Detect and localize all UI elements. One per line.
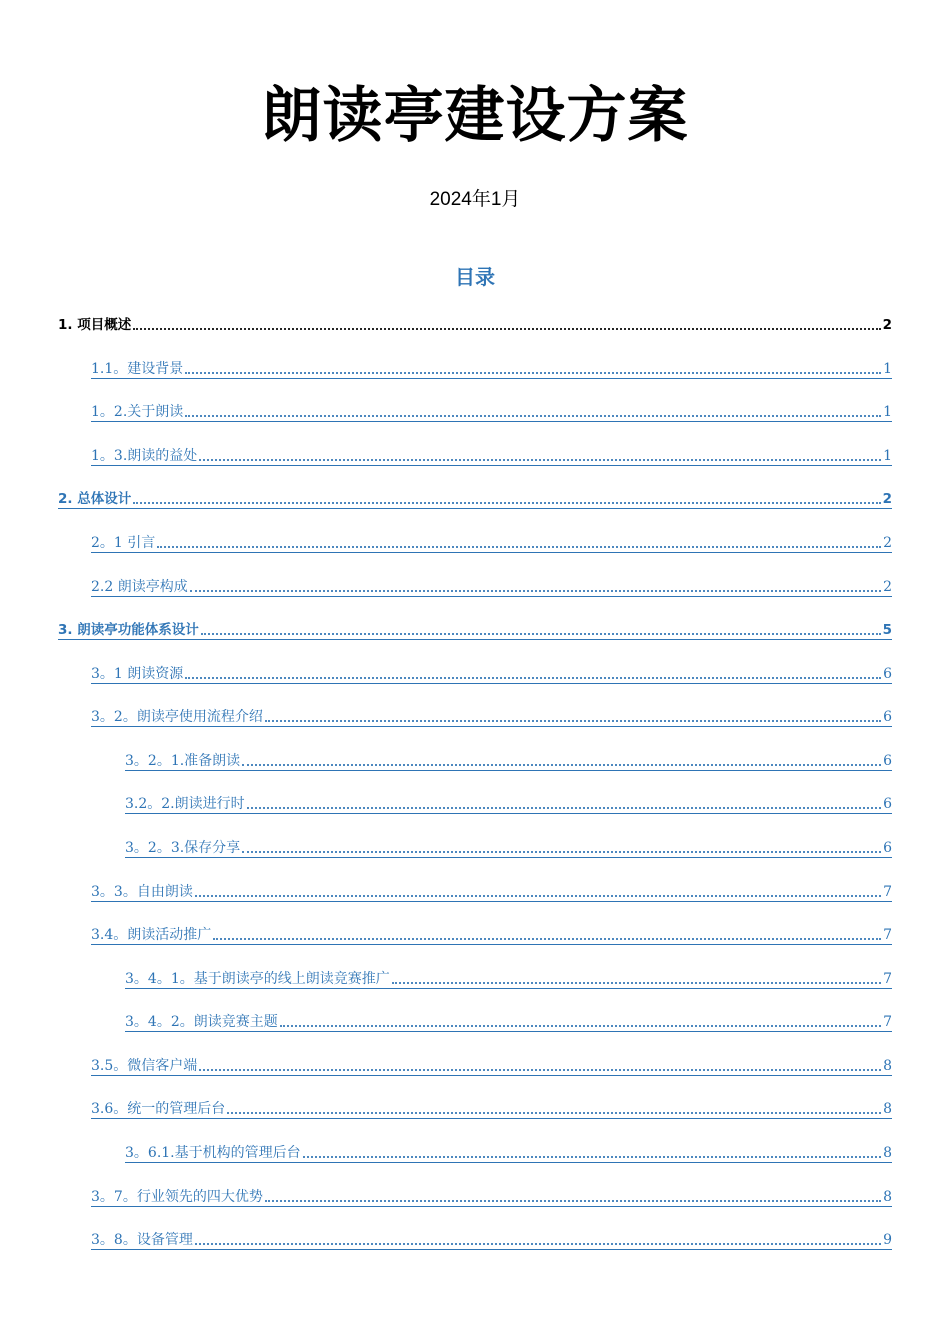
toc-entry-label: 3.5。微信客户端 — [91, 1058, 198, 1074]
toc-leader-dots — [195, 895, 881, 897]
toc-leader-dots — [247, 807, 881, 809]
toc-leader-dots — [201, 633, 881, 635]
toc-page-number: 7 — [883, 971, 892, 987]
toc-entry-3-6[interactable] — [91, 1096, 892, 1119]
toc-leader-dots — [190, 590, 881, 592]
toc-entry-3-1[interactable] — [91, 661, 892, 684]
toc-entry-label: 3.6。统一的管理后台 — [91, 1101, 226, 1117]
toc-page-number: 6 — [883, 796, 892, 812]
toc-page-number: 6 — [883, 753, 892, 769]
toc-page-number: 6 — [883, 709, 892, 725]
toc-page-number: 2 — [883, 579, 892, 595]
toc-leader-dots — [199, 459, 881, 461]
document-date: 2024年1月 — [429, 189, 521, 210]
toc-entry-2-2[interactable] — [91, 574, 892, 597]
toc-entry-label: 1. 项目概述 — [58, 317, 132, 333]
toc-entry-label: 3。2。3.保存分享 — [125, 840, 241, 856]
toc-entry-1[interactable] — [58, 312, 892, 334]
toc-entry-3-6-1[interactable] — [125, 1140, 892, 1163]
document-title: 朗读亭建设方案 — [261, 81, 689, 151]
toc-leader-dots — [392, 982, 881, 984]
toc-entry-2[interactable] — [58, 486, 892, 509]
toc-page-number: 8 — [883, 1145, 892, 1161]
toc-entry-1-1[interactable] — [91, 356, 892, 379]
toc-entry-label: 3。2。1.准备朗读 — [125, 753, 241, 769]
toc-entry-label: 3。7。行业领先的四大优势 — [91, 1189, 263, 1205]
toc-page-number: 6 — [883, 840, 892, 856]
toc-entry-3-4-2[interactable] — [125, 1009, 892, 1032]
toc-leader-dots — [303, 1156, 881, 1158]
toc-leader-dots — [265, 1200, 881, 1202]
toc-entry-label: 3。2。朗读亭使用流程介绍 — [91, 709, 263, 725]
toc-entry-3-2[interactable] — [91, 704, 892, 727]
toc-leader-dots — [133, 502, 880, 504]
toc-page-number: 8 — [883, 1189, 892, 1205]
toc-page-number: 7 — [883, 927, 892, 943]
toc-entry-label: 1。3.朗读的益处 — [91, 448, 198, 464]
toc-page-number: 7 — [883, 884, 892, 900]
toc-leader-dots — [157, 546, 881, 548]
toc-entry-3-5[interactable] — [91, 1053, 892, 1076]
toc-page-number: 9 — [883, 1232, 892, 1248]
toc-entry-label: 3。3。自由朗读 — [91, 884, 193, 900]
toc-leader-dots — [280, 1025, 881, 1027]
toc-entry-label: 3。4。2。朗读竞赛主题 — [125, 1014, 278, 1030]
toc-page-number: 1 — [883, 448, 892, 464]
toc-entry-label: 2。1 引言 — [91, 535, 156, 551]
toc-leader-dots — [185, 415, 881, 417]
toc-entry-3[interactable] — [58, 617, 892, 640]
toc-entry-label: 2. 总体设计 — [58, 491, 132, 507]
toc-heading: 目录 — [455, 265, 495, 289]
toc-leader-dots — [185, 677, 881, 679]
toc-entry-label: 3。8。设备管理 — [91, 1232, 193, 1248]
toc-leader-dots — [195, 1243, 881, 1245]
toc-entry-3-3[interactable] — [91, 879, 892, 902]
toc-entry-3-8[interactable] — [91, 1227, 892, 1250]
toc-entry-2-1[interactable] — [91, 530, 892, 553]
toc-page-number: 5 — [882, 622, 892, 638]
toc-leader-dots — [199, 1069, 881, 1071]
toc-leader-dots — [242, 851, 881, 853]
toc-leader-dots — [242, 764, 881, 766]
toc-page-number: 8 — [883, 1058, 892, 1074]
toc-entry-label: 3. 朗读亭功能体系设计 — [58, 622, 199, 638]
toc-entry-label: 3.4。朗读活动推广 — [91, 927, 212, 943]
toc-page-number: 1 — [883, 404, 892, 420]
toc-entry-label: 3。4。1。基于朗读亭的线上朗读竞赛推广 — [125, 971, 390, 987]
toc-page-number: 2 — [882, 491, 892, 507]
toc-leader-dots — [185, 372, 881, 374]
toc-entry-3-2-3[interactable] — [125, 835, 892, 858]
toc-leader-dots — [265, 720, 881, 722]
toc-leader-dots — [133, 328, 880, 330]
toc-entry-3-7[interactable] — [91, 1184, 892, 1207]
toc-entry-3-4-1[interactable] — [125, 966, 892, 989]
toc-page-number: 8 — [883, 1101, 892, 1117]
toc-entry-3-2-2[interactable] — [125, 791, 892, 814]
toc-entry-label: 3。6.1.基于机构的管理后台 — [125, 1145, 301, 1161]
toc-entry-label: 1。2.关于朗读 — [91, 404, 184, 420]
toc-entry-label: 2.2 朗读亭构成 — [91, 579, 188, 595]
toc-page-number: 6 — [883, 666, 892, 682]
toc-entry-3-4[interactable] — [91, 922, 892, 945]
toc-entry-1-2[interactable] — [91, 399, 892, 422]
toc-page-number: 7 — [883, 1014, 892, 1030]
toc-entry-label: 3。1 朗读资源 — [91, 666, 184, 682]
toc-entry-3-2-1[interactable] — [125, 748, 892, 771]
toc-leader-dots — [213, 938, 881, 940]
toc-entry-label: 3.2。2.朗读进行时 — [125, 796, 245, 812]
toc-page-number: 2 — [882, 317, 892, 333]
toc-leader-dots — [227, 1112, 881, 1114]
toc-entry-label: 1.1。建设背景 — [91, 361, 184, 377]
toc-page-number: 1 — [883, 361, 892, 377]
toc-entry-1-3[interactable] — [91, 443, 892, 466]
toc-page-number: 2 — [883, 535, 892, 551]
